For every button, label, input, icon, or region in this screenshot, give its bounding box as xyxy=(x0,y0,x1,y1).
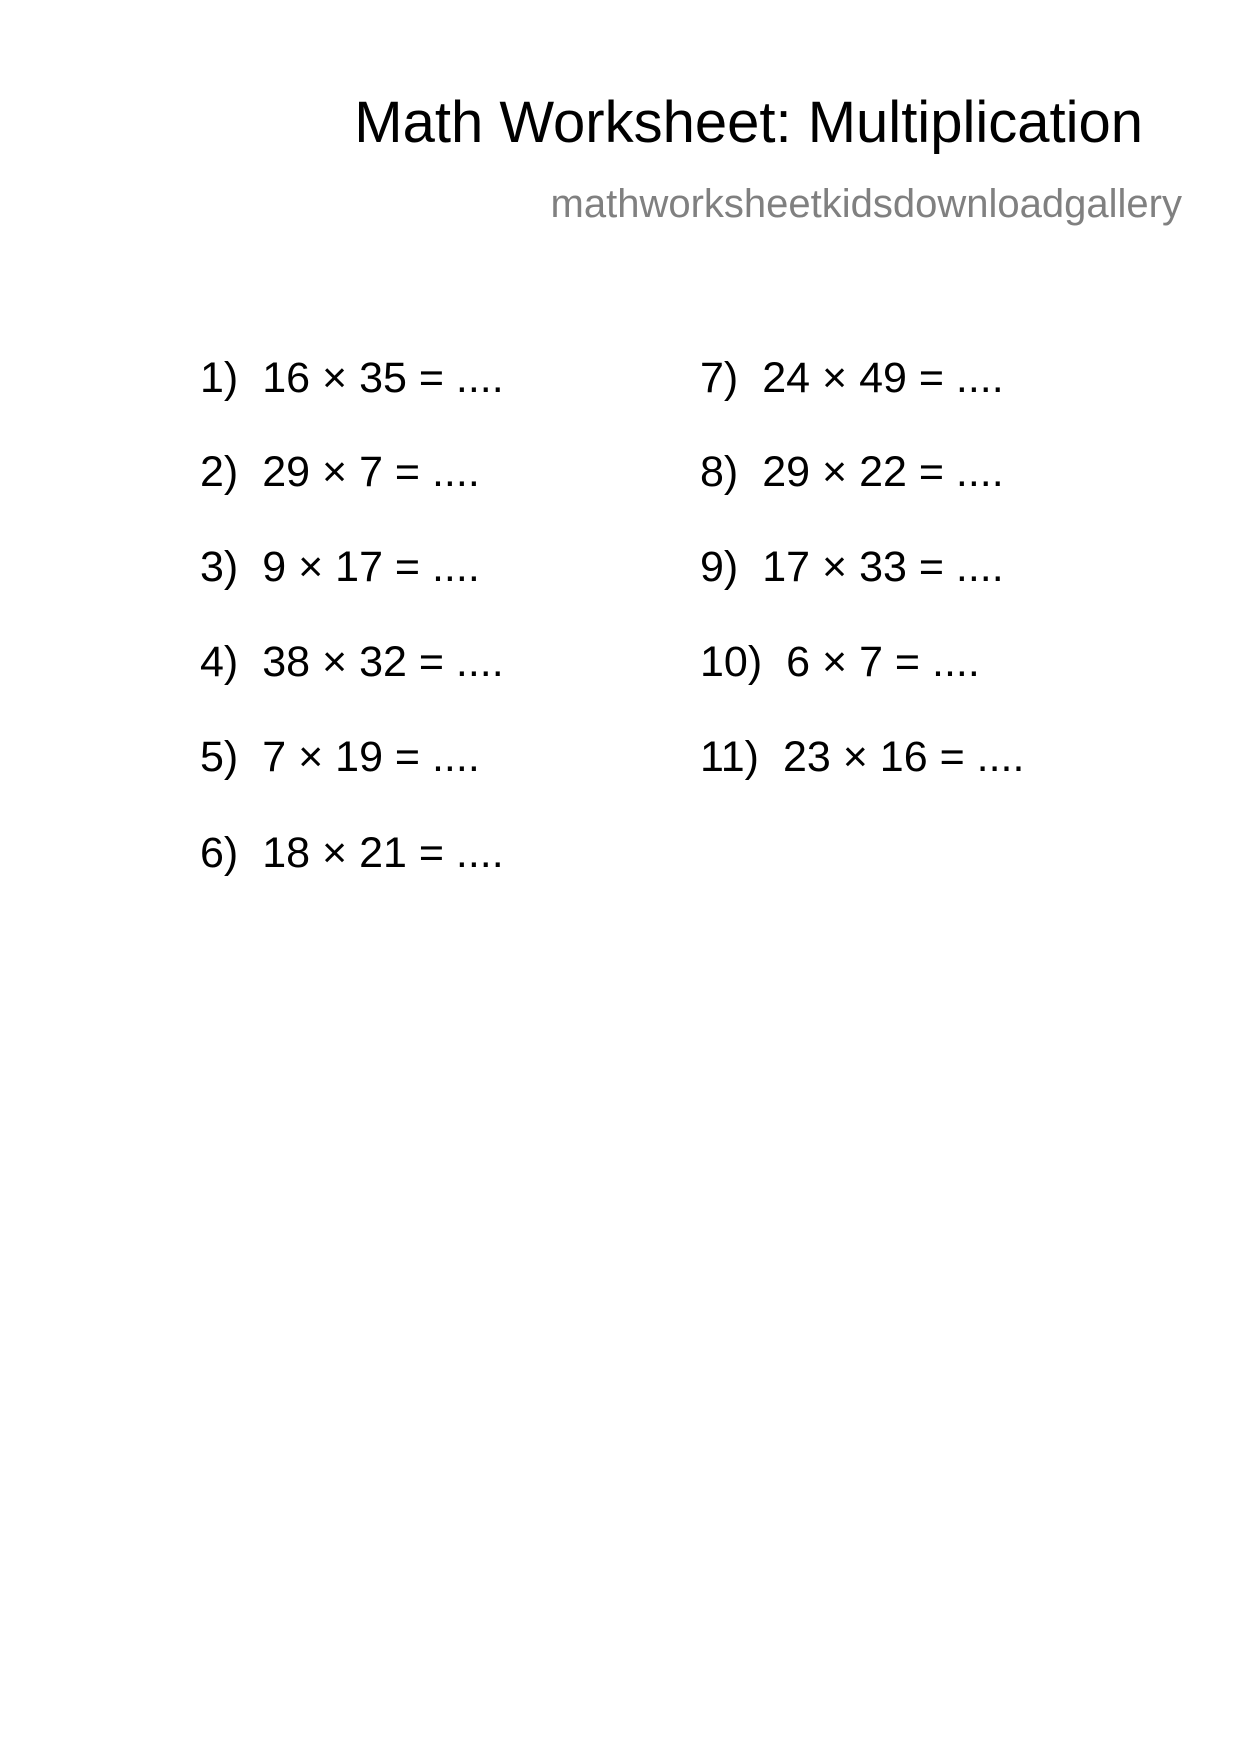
problem-expression: 7 × 19 = .... xyxy=(262,733,480,781)
problem-expression: 18 × 21 = .... xyxy=(262,829,504,877)
problem-expression: 16 × 35 = .... xyxy=(262,354,504,402)
problem-item-5 xyxy=(200,733,480,781)
problem-number: 1) xyxy=(200,354,239,402)
problem-number: 4) xyxy=(200,638,239,686)
problem-expression: 6 × 7 = .... xyxy=(786,638,980,686)
problem-expression: 17 × 33 = .... xyxy=(762,543,1004,591)
problem-number: 10) xyxy=(700,638,763,686)
problem-number: 8) xyxy=(700,448,739,496)
problem-item-11 xyxy=(700,733,1025,781)
problem-number: 11) xyxy=(700,733,759,781)
problem-expression: 38 × 32 = .... xyxy=(262,638,504,686)
problem-expression: 24 × 49 = .... xyxy=(762,354,1004,402)
problem-item-2 xyxy=(200,448,480,496)
problem-item-8 xyxy=(700,448,1004,496)
problem-item-10 xyxy=(700,638,980,686)
problem-number: 2) xyxy=(200,448,239,496)
problem-number: 3) xyxy=(200,543,239,591)
problem-item-3 xyxy=(200,543,480,591)
problem-expression: 23 × 16 = .... xyxy=(782,733,1025,781)
problem-expression: 29 × 7 = .... xyxy=(262,448,480,496)
problem-number: 6) xyxy=(200,829,239,877)
worksheet-title: Math Worksheet: Multiplication xyxy=(354,90,1143,155)
problem-item-9 xyxy=(700,543,1004,591)
problem-expression: 29 × 22 = .... xyxy=(762,448,1004,496)
worksheet-subtitle: mathworksheetkidsdownloadgallery xyxy=(550,182,1182,226)
problem-number: 9) xyxy=(700,543,739,591)
problem-item-4 xyxy=(200,638,504,686)
problem-item-7 xyxy=(700,354,1004,402)
problem-item-1 xyxy=(200,354,504,402)
problem-item-6 xyxy=(200,829,504,877)
problem-number: 7) xyxy=(700,354,739,402)
problem-number: 5) xyxy=(200,733,239,781)
problem-expression: 9 × 17 = .... xyxy=(262,543,480,591)
